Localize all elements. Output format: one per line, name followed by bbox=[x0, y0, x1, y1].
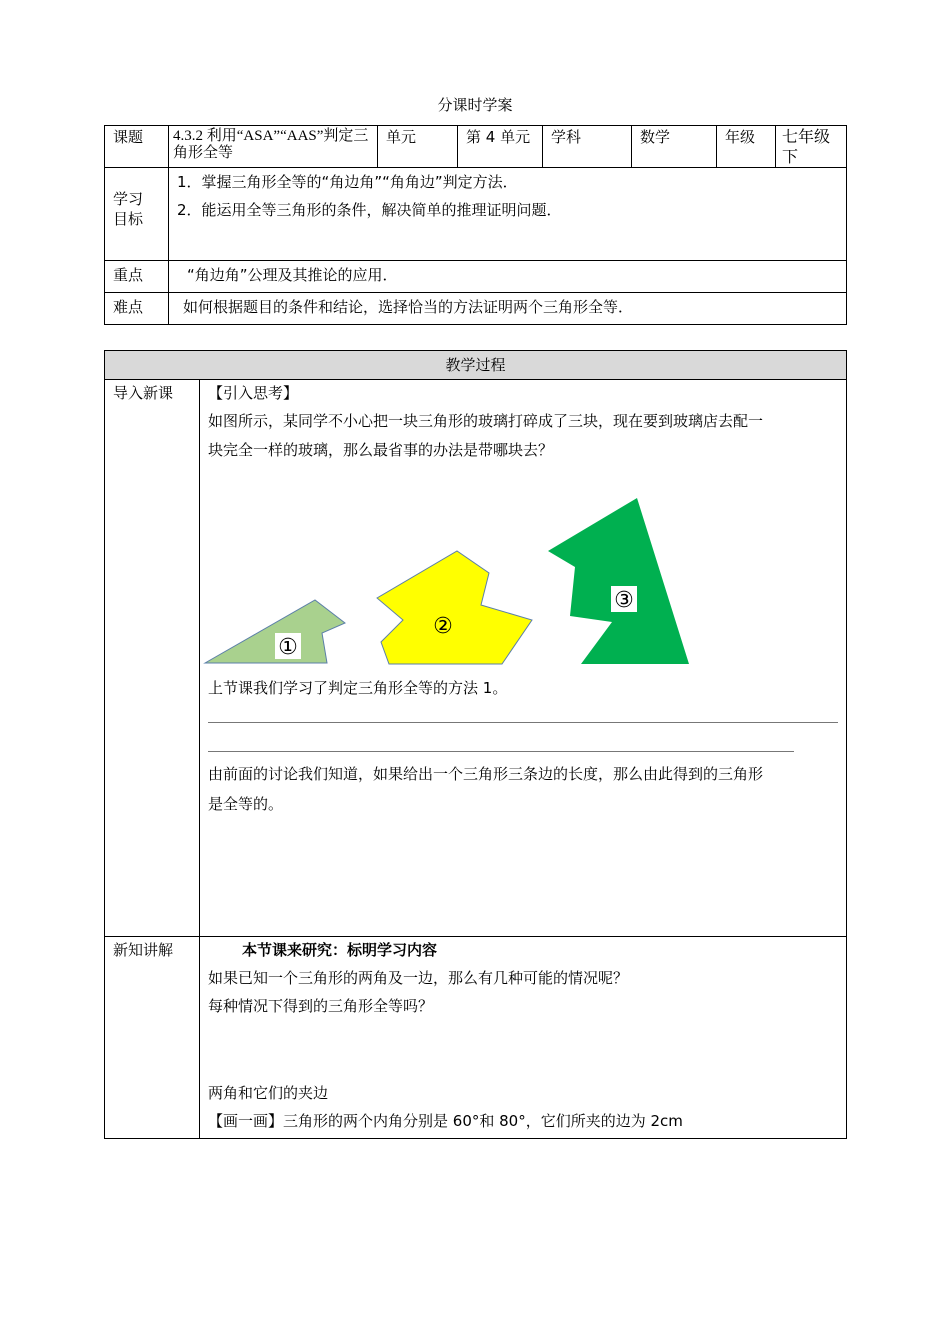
process-header: 教学过程 bbox=[105, 351, 847, 380]
new-heading: 本节课来研究：标明学习内容 bbox=[242, 941, 438, 959]
intro-cell bbox=[200, 380, 847, 937]
difficulty-label: 难点 bbox=[105, 293, 169, 325]
discussion-line: 由前面的讨论我们知道，如果给出一个三角形三条边的长度，那么由此得到的三角形 bbox=[208, 765, 764, 783]
key-value: “角边角”公理及其推论的应用． bbox=[169, 261, 847, 293]
goal-item: 1．掌握三角形全等的“角边角”“角角边”判定方法． bbox=[177, 173, 518, 191]
blank-answer-line bbox=[208, 722, 838, 723]
lesson-info-table bbox=[104, 125, 847, 325]
intro-line: 块完全一样的玻璃，那么最省事的办法是带哪块去？ bbox=[208, 441, 554, 459]
grade-value: 七年级下 bbox=[776, 126, 847, 168]
topic-label: 课题 bbox=[105, 126, 169, 168]
goal-item: 2．能运用全等三角形的条件，解决简单的推理证明问题． bbox=[177, 201, 562, 219]
goals-label: 学习目标 bbox=[105, 168, 169, 261]
draw-instruction: 【画一画】三角形的两个内角分别是 60°和 80°，它们所夹的边为 2cm bbox=[208, 1112, 683, 1130]
new-knowledge-label: 新知讲解 bbox=[105, 937, 200, 1139]
question-line: 每种情况下得到的三角形全等吗？ bbox=[208, 997, 434, 1015]
key-label: 重点 bbox=[105, 261, 169, 293]
glass-piece-1-label: ① bbox=[278, 635, 298, 660]
intro-heading: 【引入思考】 bbox=[208, 384, 299, 402]
new-knowledge-cell bbox=[200, 937, 847, 1139]
document-title: 分课时学案 bbox=[437, 96, 513, 114]
grade-label: 年级 bbox=[717, 126, 776, 168]
review-line: 上节课我们学习了判定三角形全等的方法 1。 bbox=[208, 679, 508, 697]
goals-cell bbox=[169, 168, 847, 261]
subject-value: 数学 bbox=[632, 126, 717, 168]
difficulty-value: 如何根据题目的条件和结论，选择恰当的方法证明两个三角形全等． bbox=[169, 293, 847, 325]
intro-line: 如图所示，某同学不小心把一块三角形的玻璃打碎成了三块，现在要到玻璃店去配一 bbox=[208, 412, 764, 430]
glass-piece-2 bbox=[377, 551, 532, 664]
topic-value: 4.3.2 利用“ASA”“AAS”判定三角形全等 bbox=[169, 126, 378, 168]
subject-label: 学科 bbox=[543, 126, 632, 168]
unit-label: 单元 bbox=[378, 126, 458, 168]
discussion-line: 是全等的。 bbox=[208, 795, 284, 813]
case-title: 两角和它们的夹边 bbox=[208, 1084, 329, 1102]
teaching-process-table bbox=[104, 350, 847, 1139]
blank-answer-line bbox=[208, 751, 794, 752]
question-line: 如果已知一个三角形的两角及一边，那么有几种可能的情况呢？ bbox=[208, 969, 629, 987]
unit-value: 第 4 单元 bbox=[458, 126, 543, 168]
intro-label: 导入新课 bbox=[105, 380, 200, 937]
glass-piece-2-label: ② bbox=[433, 614, 453, 639]
broken-glass-figure bbox=[200, 380, 845, 670]
glass-piece-3-label: ③ bbox=[614, 588, 634, 613]
glass-piece-3 bbox=[548, 498, 689, 664]
